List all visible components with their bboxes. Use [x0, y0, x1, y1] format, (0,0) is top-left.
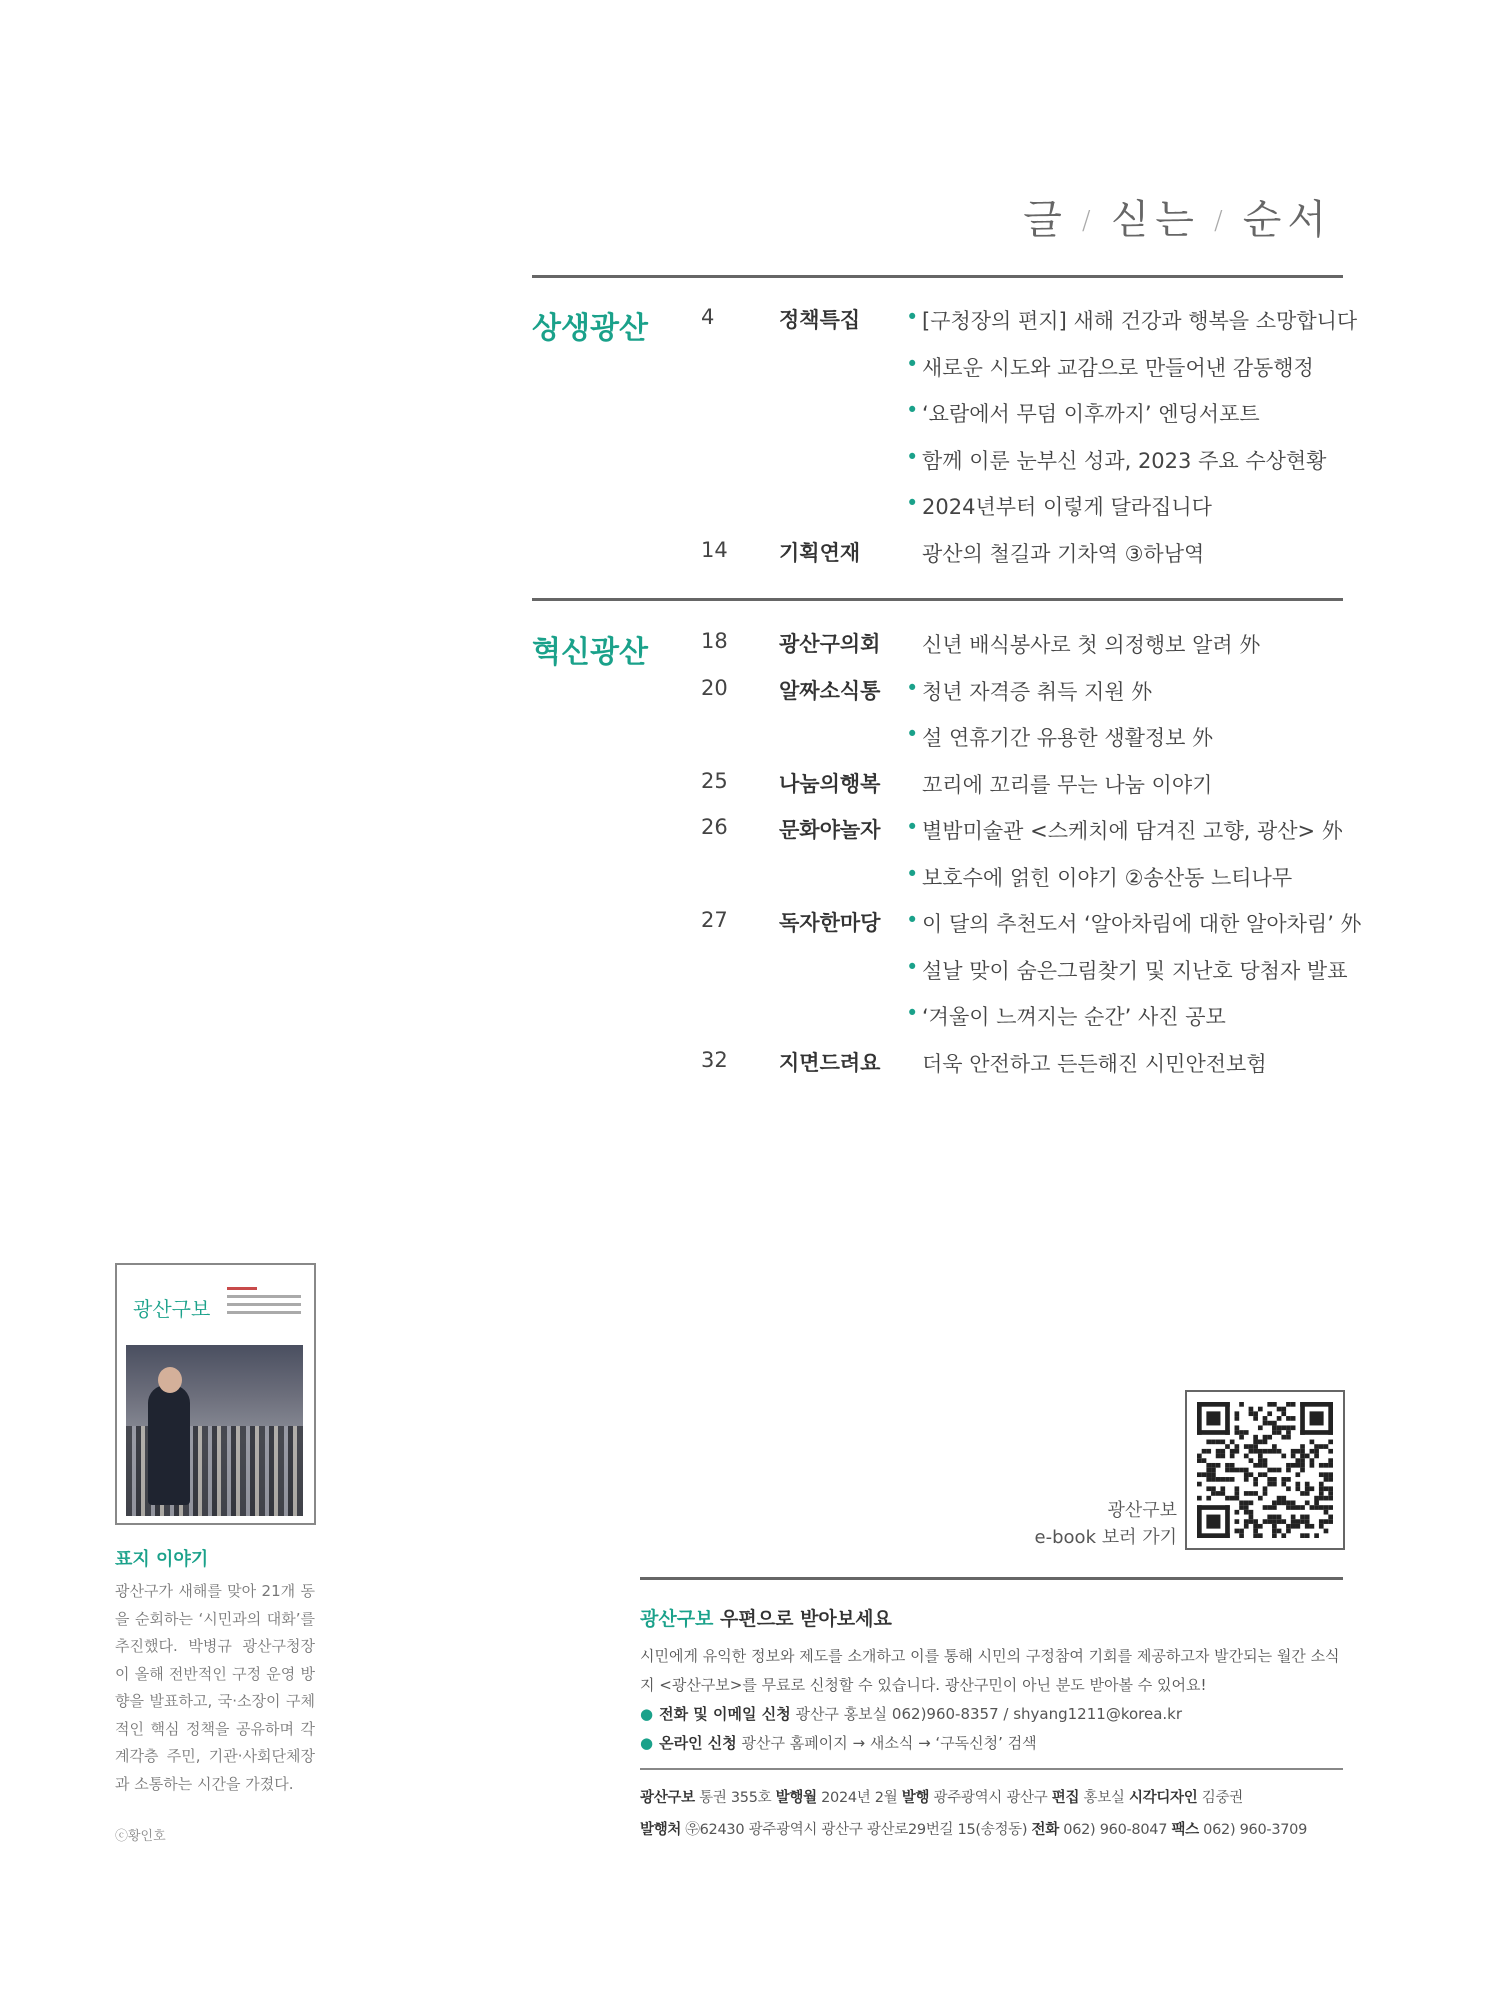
imprint-label: 시각디자인 [1128, 1790, 1198, 1806]
toc-item: • 새로운 시도와 교감으로 만들어낸 감동행정 [922, 352, 1314, 382]
page-number: 4 [701, 305, 715, 329]
toc-row [532, 900, 1362, 946]
cover-photo [126, 1345, 303, 1516]
toc-item: • 이 달의 추천도서 ‘알아차림에 대한 알아차림’ 外 [922, 908, 1362, 938]
ebook-label-line1: 광산구보 [1107, 1500, 1177, 1521]
subscribe-brand: 광산구보 [640, 1608, 714, 1630]
subscribe-title-text: 우편으로 받아보세요 [713, 1608, 892, 1630]
section-title: 상생광산 [532, 311, 648, 346]
page-number: 20 [701, 675, 728, 700]
top-divider [532, 275, 1343, 278]
qr-code-icon[interactable] [1185, 1390, 1345, 1550]
bullet-dot: ● [640, 1705, 654, 1723]
imprint-label: 발행처 [640, 1822, 682, 1838]
page-number: 18 [701, 629, 728, 653]
page-number: 25 [701, 768, 728, 793]
toc-item: 광산의 철길과 기차역 ③하남역 [922, 541, 1205, 566]
bullet-dot: ● [640, 1734, 654, 1752]
toc-item: • ‘겨울이 느껴지는 순간’ 사진 공모 [922, 1001, 1226, 1031]
cover-logo: 광산구보 [133, 1297, 211, 1321]
subscribe-title [640, 1604, 892, 1631]
toc-item: 더욱 안전하고 든든해진 시민안전보험 [922, 1051, 1267, 1076]
toc-row [532, 854, 1343, 900]
toc-item: • 별밤미술관 <스케치에 담겨진 고향, 광산> 外 [922, 815, 1343, 845]
page-number: 14 [701, 537, 728, 562]
page-number: 27 [701, 908, 728, 932]
imprint-value: 광주광역시 광산구 [929, 1790, 1052, 1806]
toc-row [532, 530, 1343, 576]
imprint-value: 통권 355호 [694, 1790, 776, 1806]
category-label: 독자한마당 [779, 911, 881, 935]
online-apply [640, 1732, 1037, 1753]
imprint-line-1 [640, 1786, 1243, 1807]
imprint-label: 팩스 [1171, 1822, 1199, 1838]
imprint-label: 전화 [1031, 1822, 1059, 1838]
toc-word-1: 글 [1023, 197, 1068, 243]
toc-row [532, 993, 1343, 1039]
toc-item: • 설 연휴기간 유용한 생활정보 外 [922, 722, 1213, 752]
phone-text: 광산구 홍보실 062)960-8357 / shyang1211@korea.kr [790, 1705, 1183, 1723]
photo-credit: ⓒ황인호 [115, 1829, 166, 1844]
toc-item: • [구청장의 편지] 새해 건강과 행복을 소망합니다 [922, 305, 1357, 335]
imprint-divider [640, 1768, 1343, 1770]
toc-row [532, 1040, 1343, 1086]
toc-row [532, 344, 1343, 390]
phone-label: 전화 및 이메일 신청 [659, 1705, 791, 1723]
category-label: 나눔의행복 [779, 771, 881, 796]
separator: / [1213, 206, 1229, 236]
toc-item: 꼬리에 꼬리를 무는 나눔 이야기 [922, 772, 1213, 797]
toc-item: 신년 배식봉사로 첫 의정행보 알려 外 [922, 633, 1261, 657]
toc-row [532, 483, 1343, 529]
toc-row [532, 390, 1343, 436]
cover-text-lines [227, 1287, 301, 1319]
toc-item: • 청년 자격증 취득 지원 外 [922, 676, 1152, 706]
toc-row [532, 947, 1348, 993]
category-label: 지면드려요 [779, 1050, 881, 1075]
separator: / [1081, 206, 1097, 236]
toc-row [532, 761, 1343, 807]
toc-row [532, 297, 1358, 343]
category-label: 알짜소식통 [779, 678, 881, 703]
toc-item: • ‘요람에서 무덤 이후까지’ 엔딩서포트 [922, 398, 1260, 428]
toc-item: • 2024년부터 이렇게 달라집니다 [922, 491, 1212, 521]
imprint-value: ㉾62430 광주광역시 광산구 광산로29번길 15(송정동) [681, 1822, 1032, 1838]
qr-pattern [1197, 1402, 1333, 1538]
ebook-label-line2: e-book 보러 가기 [1034, 1527, 1177, 1548]
toc-row [532, 437, 1343, 483]
toc-word-3: 순서 [1242, 197, 1332, 243]
cover-story-title: 표지 이야기 [115, 1549, 209, 1570]
imprint-value: 062) 960-8047 [1058, 1822, 1172, 1838]
imprint-value: 김중권 [1197, 1790, 1243, 1806]
imprint-label: 발행월 [775, 1790, 817, 1806]
toc-row [532, 714, 1343, 760]
category-label: 정책특집 [779, 308, 861, 332]
online-label: 온라인 신청 [659, 1734, 737, 1752]
section-divider [532, 598, 1343, 601]
toc-item: • 설날 맞이 숨은그림찾기 및 지난호 당첨자 발표 [922, 955, 1347, 985]
subscribe-description: 시민에게 유익한 정보와 제도를 소개하고 이를 통해 시민의 구정참여 기회를 제공하고자 발간되는 월간 소식지 <광산구보>를 무료로 신청할 수 있습니다. 광산구민이 아닌 분도 받아볼 수 있어요! [640, 1647, 1340, 1694]
imprint-value: 062) 960-3709 [1198, 1822, 1308, 1838]
imprint-value: 홍보실 [1079, 1790, 1129, 1806]
imprint-line-2 [640, 1818, 1307, 1839]
category-label: 문화야놀자 [779, 818, 881, 842]
cover-thumbnail [115, 1263, 316, 1525]
page-number: 26 [701, 815, 728, 839]
page-number: 32 [701, 1047, 728, 1072]
toc-item: • 보호수에 얽힌 이야기 ②송산동 느티나무 [922, 862, 1292, 892]
toc-row [532, 807, 1343, 853]
toc-row [532, 621, 1343, 667]
toc-row [532, 668, 1343, 714]
imprint-value: 2024년 2월 [816, 1790, 902, 1806]
phone-email-apply [640, 1703, 1182, 1724]
category-label: 광산구의회 [779, 632, 881, 656]
toc-word-2: 싣는 [1110, 197, 1200, 243]
cover-story-text: 광산구가 새해를 맞아 21개 동을 순회하는 ‘시민과의 대화’를 추진했다. 박병규 광산구청장이 올해 전반적인 구정 운영 방향을 발표하고, 국·소장이 구체적인 핵심 정책을 공유하며 각계각층 주민, 기관·사회단체장과 소통하는 시간을 가졌다. [115, 1582, 315, 1793]
imprint-label: 편집 [1051, 1790, 1080, 1806]
toc-heading [1023, 188, 1332, 245]
subscribe-divider [640, 1577, 1343, 1580]
category-label: 기획연재 [779, 540, 861, 565]
speaker-figure [148, 1385, 190, 1505]
section-title: 혁신광산 [532, 635, 648, 670]
toc-item: • 함께 이룬 눈부신 성과, 2023 주요 수상현황 [922, 445, 1326, 475]
speaker-head [158, 1367, 182, 1393]
ebook-label [1035, 1497, 1177, 1551]
imprint-label: 광산구보 [640, 1790, 695, 1806]
online-text: 광산구 홈페이지 → 새소식 → ‘구독신청’ 검색 [736, 1734, 1037, 1752]
imprint-label: 발행 [901, 1790, 930, 1806]
